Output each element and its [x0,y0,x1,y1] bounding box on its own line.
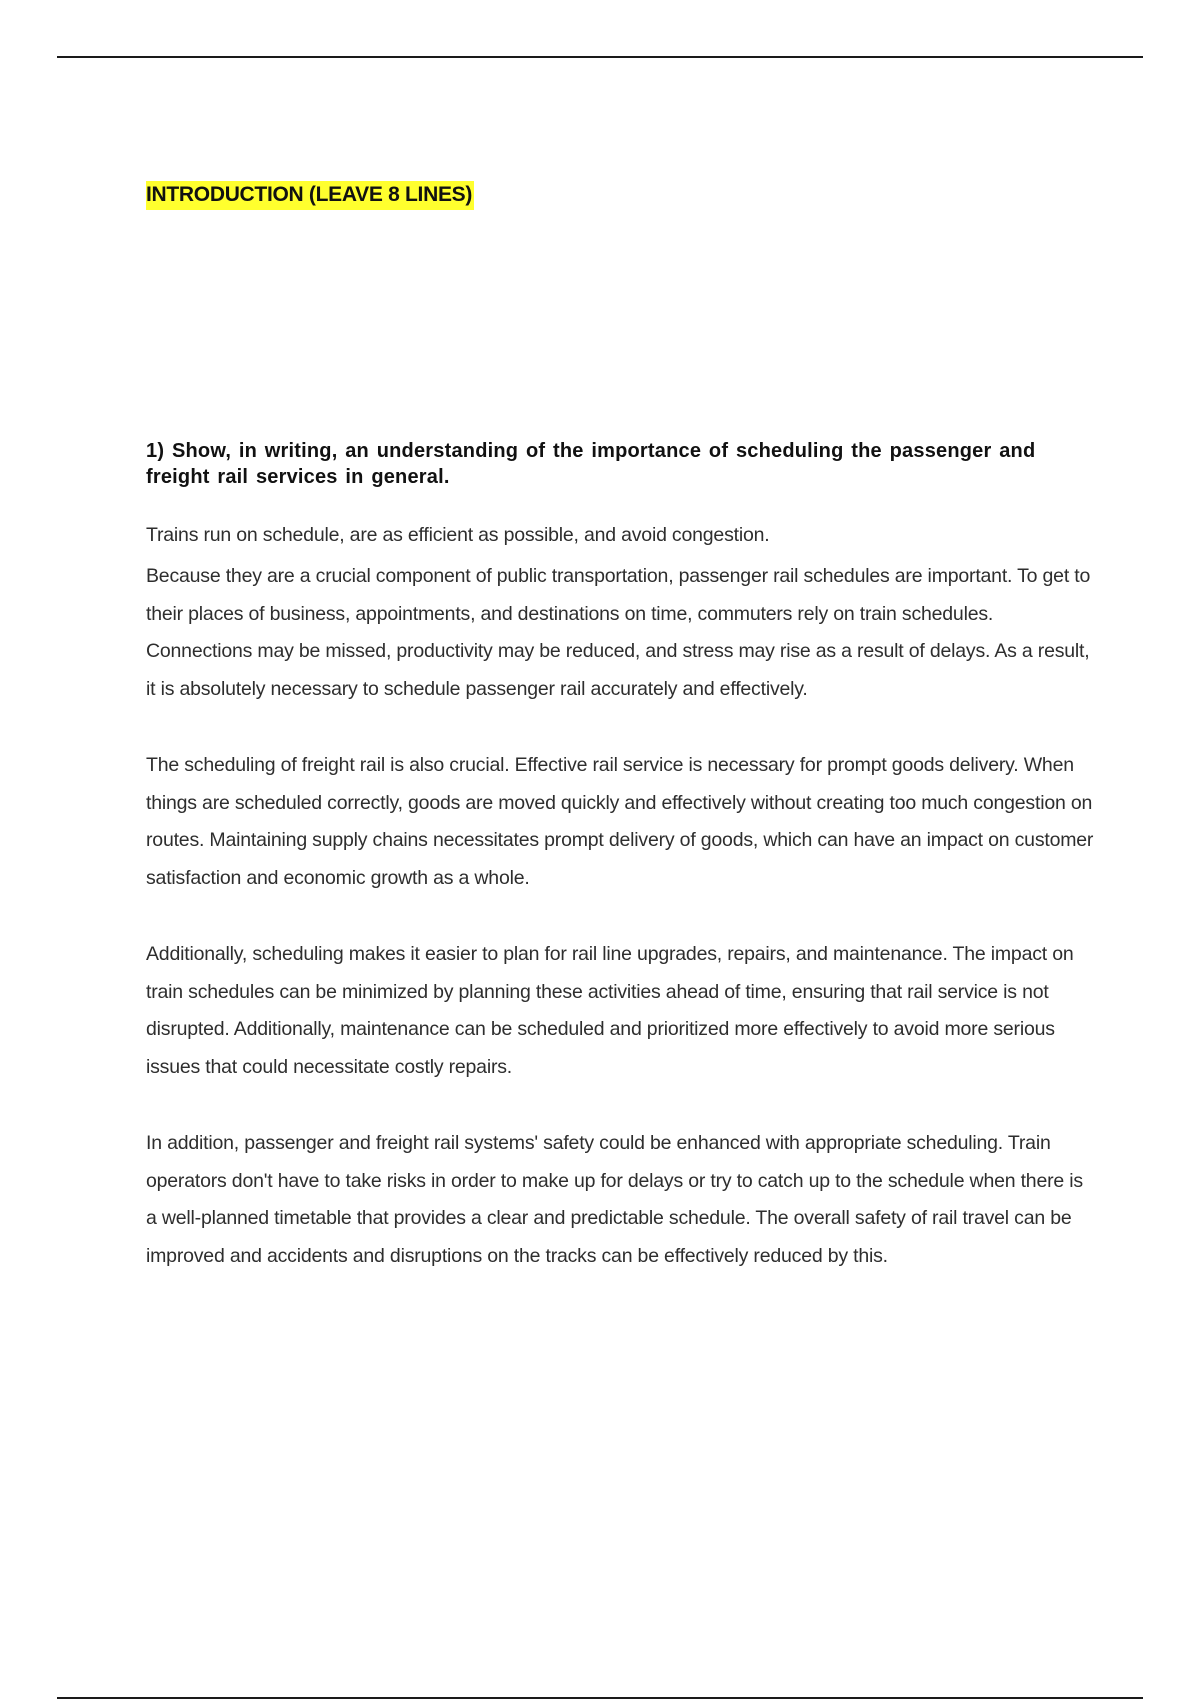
answer-lead-sentence: Trains run on schedule, are as efficient as possible, and avoid congestion. [146,524,770,546]
paragraph-safety: In addition, passenger and freight rail systems' safety could be enhanced with appropriate scheduling. Train operators don't have to take risks in order to make up for delays or try to catch up to the schedule when there is a well-planned timetable that provides a clear and predictable schedule. The overall safety of rail travel can be improved and accidents and disruptions on the tracks can be effectively reduced by this. [146,1132,1083,1267]
footer-rule [57,1697,1143,1699]
document-body [146,181,1096,1275]
question-heading: 1) Show, in writing, an understanding of the importance of scheduling the passenger and freight rail services in general. [146,440,1036,488]
paragraph-maintenance: Additionally, scheduling makes it easier to plan for rail line upgrades, repairs, and maintenance. The impact on train schedules can be minimized by planning these activities ahead of time, ensuring that rail service is not disrupted. Additionally, maintenance can be scheduled and prioritized more effectively to avoid more serious issues that could necessitate costly repairs. [146,943,1074,1078]
introduction-heading: INTRODUCTION (LEAVE 8 LINES) [146,181,474,210]
paragraph-freight-rail: The scheduling of freight rail is also crucial. Effective rail service is necessary for prompt goods delivery. When things are scheduled correctly, goods are moved quickly and effectively without creating too much congestion on routes. Maintaining supply chains necessitates prompt delivery of goods, which can have an impact on customer satisfaction and economic growth as a whole. [146,754,1094,889]
paragraph-passenger-rail: Because they are a crucial component of public transportation, passenger rail schedules are important. To get to their places of business, appointments, and destinations on time, commuters rely on train schedules. Connections may be missed, productivity may be reduced, and stress may rise as a result of delays. As a result, it is absolutely necessary to schedule passenger rail accurately and effectively. [146,565,1091,700]
header-rule [57,56,1143,58]
answer-section [146,522,1096,1275]
